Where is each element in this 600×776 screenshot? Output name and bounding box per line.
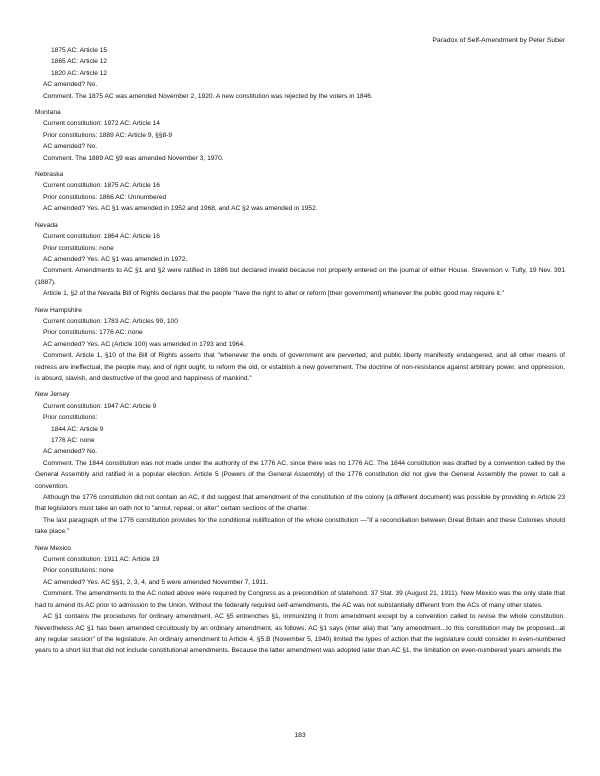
state-heading: New Hampshire (35, 306, 82, 314)
ac-amended-line: AC amended? No. (43, 81, 98, 89)
running-header: Paradox of Self-Amendment by Peter Suber (432, 37, 565, 44)
body-paragraph: The last paragraph of the 1776 constitution provides for the conditional nullification of the whole constitution —"if a reconciliation between Great Britain and these Colonies should take place." (35, 516, 565, 536)
ac-amended-line: AC amended? Yes. AC (Article 100) was amended in 1793 and 1964. (43, 340, 245, 348)
prior-constitution-line: 1875 AC: Article 15 (51, 47, 108, 54)
page-number: 183 (294, 732, 306, 739)
prior-constitutions-line: Prior constitutions: 1866 AC: Unnumbered (43, 193, 167, 201)
prior-constitution-line: 1776 AC: none (51, 437, 95, 444)
current-constitution-line: Current constitution: 1947 AC: Article 9 (43, 402, 157, 410)
section-nebraska (35, 169, 565, 215)
body-paragraph: AC §1 contains the procedures for ordinary amendment. AC §5 entrenches §1, immunizing it from amendment except by a convention called to revise the whole constitution. Nevertheless AC §1 has been amended circuitously by an ordinary amendment, as follows. AC §1 says (inter alia) that "any amendment...to this constitution may be proposed...at any regular session" of the legislature. An ordinary amendment to Article 4, §5.B (November 5, 1940) limited the types of action that the legislature could consider in even-numbered years to a short list that did not include constitutional amendments. Because the latter amendment was adopted later than AC §1, the limitation on even-numbered years amends the (35, 613, 565, 655)
section-nevada (35, 220, 565, 300)
prior-constitutions-line: Prior constitutions: none (43, 244, 114, 252)
prior-constitutions-line: Prior constitutions: 1776 AC: none (43, 329, 143, 337)
prior-constitution-line: 1844 AC: Article 9 (51, 425, 104, 433)
prior-constitutions-line: Prior constitutions: 1889 AC: Article 9, §§8-9 (43, 131, 173, 139)
current-constitution-line: Current constitution: 1911 AC: Article 19 (43, 556, 160, 564)
state-heading: Nevada (35, 221, 58, 229)
comment-paragraph: Comment. Article 1, §10 of the Bill of Rights asserts that "whenever the ends of government are perverted, and public liberty manifestly endangered, and all other means of redress are ineffectual, the people may, and of right ought, to reform the old, or establish a new government. The doctrine of non-resistance against arbitrary power, and oppression, is absurd, slavish, and destructive of the good and happiness of mankind." (35, 352, 565, 382)
state-heading: New Mexico (35, 544, 71, 552)
current-constitution-line: Current constitution: 1875 AC: Article 16 (43, 182, 160, 190)
prior-constitutions-label: Prior constitutions: (43, 414, 98, 422)
section-new-hampshire (35, 305, 565, 385)
comment-paragraph: Comment. The amendments to the AC noted above were required by Congress as a precondition of statehood. 37 Stat. 39 (August 21, 1911). New Mexico was the only state that had to amend its AC prior to admission to the Union. Without the federally required self-amendments, the AC was not substantially different from the ACs of many other states. (35, 590, 565, 609)
comment-line: Comment. The 1889 AC §9 was amended November 3, 1970. (43, 154, 224, 162)
section-new-jersey (35, 389, 565, 537)
current-constitution-line: Current constitution: 1783 AC: Articles 99, 100 (43, 317, 178, 325)
intro-section (35, 45, 565, 102)
ac-amended-line: AC amended? Yes. AC §1 was amended in 1972. (43, 255, 188, 263)
ac-amended-line: AC amended? Yes. AC §1 was amended in 1952 and 1968, and AC §2 was amended in 1952. (43, 205, 318, 213)
page-body (35, 45, 565, 657)
comment-paragraph: Comment. The 1844 constitution was not made under the authority of the 1776 AC, since there was no 1776 AC. The 1844 constitution was drafted by a convention called by the General Assembly and ratified in a popular election. Article 5 (Powers of the General Assembly) of the 1776 constitution did not give the General Assembly the power to call a convention. (35, 459, 565, 490)
prior-constitutions-line: Prior constitutions: none (43, 567, 114, 575)
section-montana (35, 107, 565, 164)
state-heading: Nebraska (35, 171, 64, 179)
prior-constitution-line: 1865 AC: Article 12 (51, 58, 108, 66)
state-heading: Montana (35, 109, 61, 117)
ac-amended-line: AC amended? Yes. AC §§1, 2, 3, 4, and 5 were amended November 7, 1911. (43, 578, 268, 586)
article-paragraph: Article 1, §2 of the Nevada Bill of Rights declares that the people "have the right to alter or reform [their government] whenever the public good may require it." (43, 290, 504, 298)
prior-constitution-line: 1820 AC: Article 12 (51, 69, 108, 77)
comment-paragraph: Comment. Amendments to AC §1 and §2 were ratified in 1886 but declared invalid because not properly entered on the journal of either House. Stevenson v. Tufly, 19 Nev. 391 (1887). (35, 267, 565, 286)
section-new-mexico (35, 543, 565, 657)
state-heading: New Jersey (35, 391, 70, 399)
ac-amended-line: AC amended? No. (43, 448, 98, 456)
ac-amended-line: AC amended? No. (43, 143, 98, 151)
body-paragraph: Although the 1776 constitution did not contain an AC, it did suggest that amendment of the constitution of the colony (a different document) was possible by providing in Article 23 that legislators must take an oath not to "annul, repeal, or alter" certain sections of the charter. (35, 494, 565, 513)
comment-line: Comment. The 1875 AC was amended November 2, 1920. A new constitution was rejected by the voters in 1846. (43, 92, 373, 100)
current-constitution-line: Current constitution: 1864 AC: Article 16 (43, 233, 160, 241)
current-constitution-line: Current constitution: 1972 AC: Article 14 (43, 120, 160, 128)
